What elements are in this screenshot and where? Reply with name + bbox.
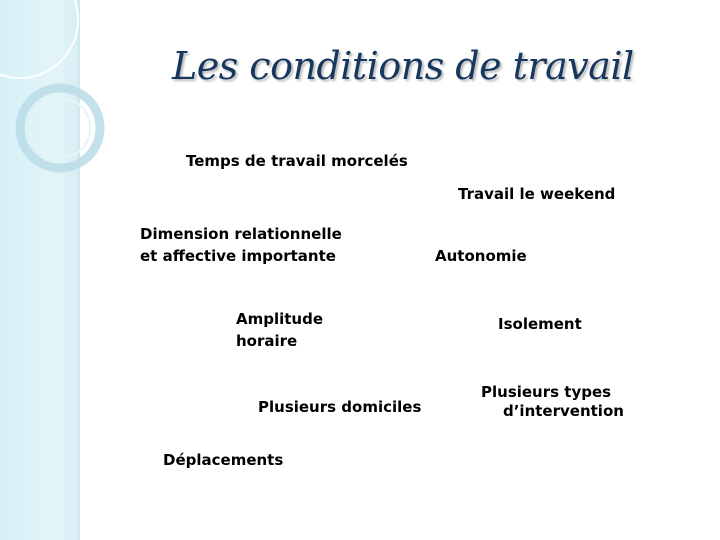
- deco-circle-ring-inner: [30, 98, 90, 158]
- item-deplacements: Déplacements: [163, 451, 284, 469]
- deco-circle-large: [0, 0, 78, 78]
- deco-circle-ring: [20, 88, 100, 168]
- item-amplitude-line2: horaire: [236, 332, 298, 350]
- item-types-line1: Plusieurs types: [481, 383, 612, 401]
- item-temps-travail: Temps de travail morcelés: [186, 152, 408, 170]
- item-dimension-line1: Dimension relationnelle: [140, 225, 342, 243]
- item-plusieurs-domiciles: Plusieurs domiciles: [258, 398, 422, 416]
- slide-title: Les conditions de travail: [172, 44, 634, 88]
- item-isolement: Isolement: [498, 315, 582, 333]
- item-plusieurs-types: [481, 383, 624, 421]
- item-amplitude-horaire: [236, 308, 323, 352]
- item-autonomie: Autonomie: [435, 247, 527, 265]
- decorative-circles: [0, 0, 140, 200]
- item-amplitude-line1: Amplitude: [236, 310, 324, 328]
- item-types-line2: d’intervention: [503, 402, 624, 420]
- item-dimension-line2: et affective importante: [140, 247, 336, 265]
- item-travail-weekend: Travail le weekend: [458, 185, 616, 203]
- item-dimension-relationnelle: [140, 223, 342, 267]
